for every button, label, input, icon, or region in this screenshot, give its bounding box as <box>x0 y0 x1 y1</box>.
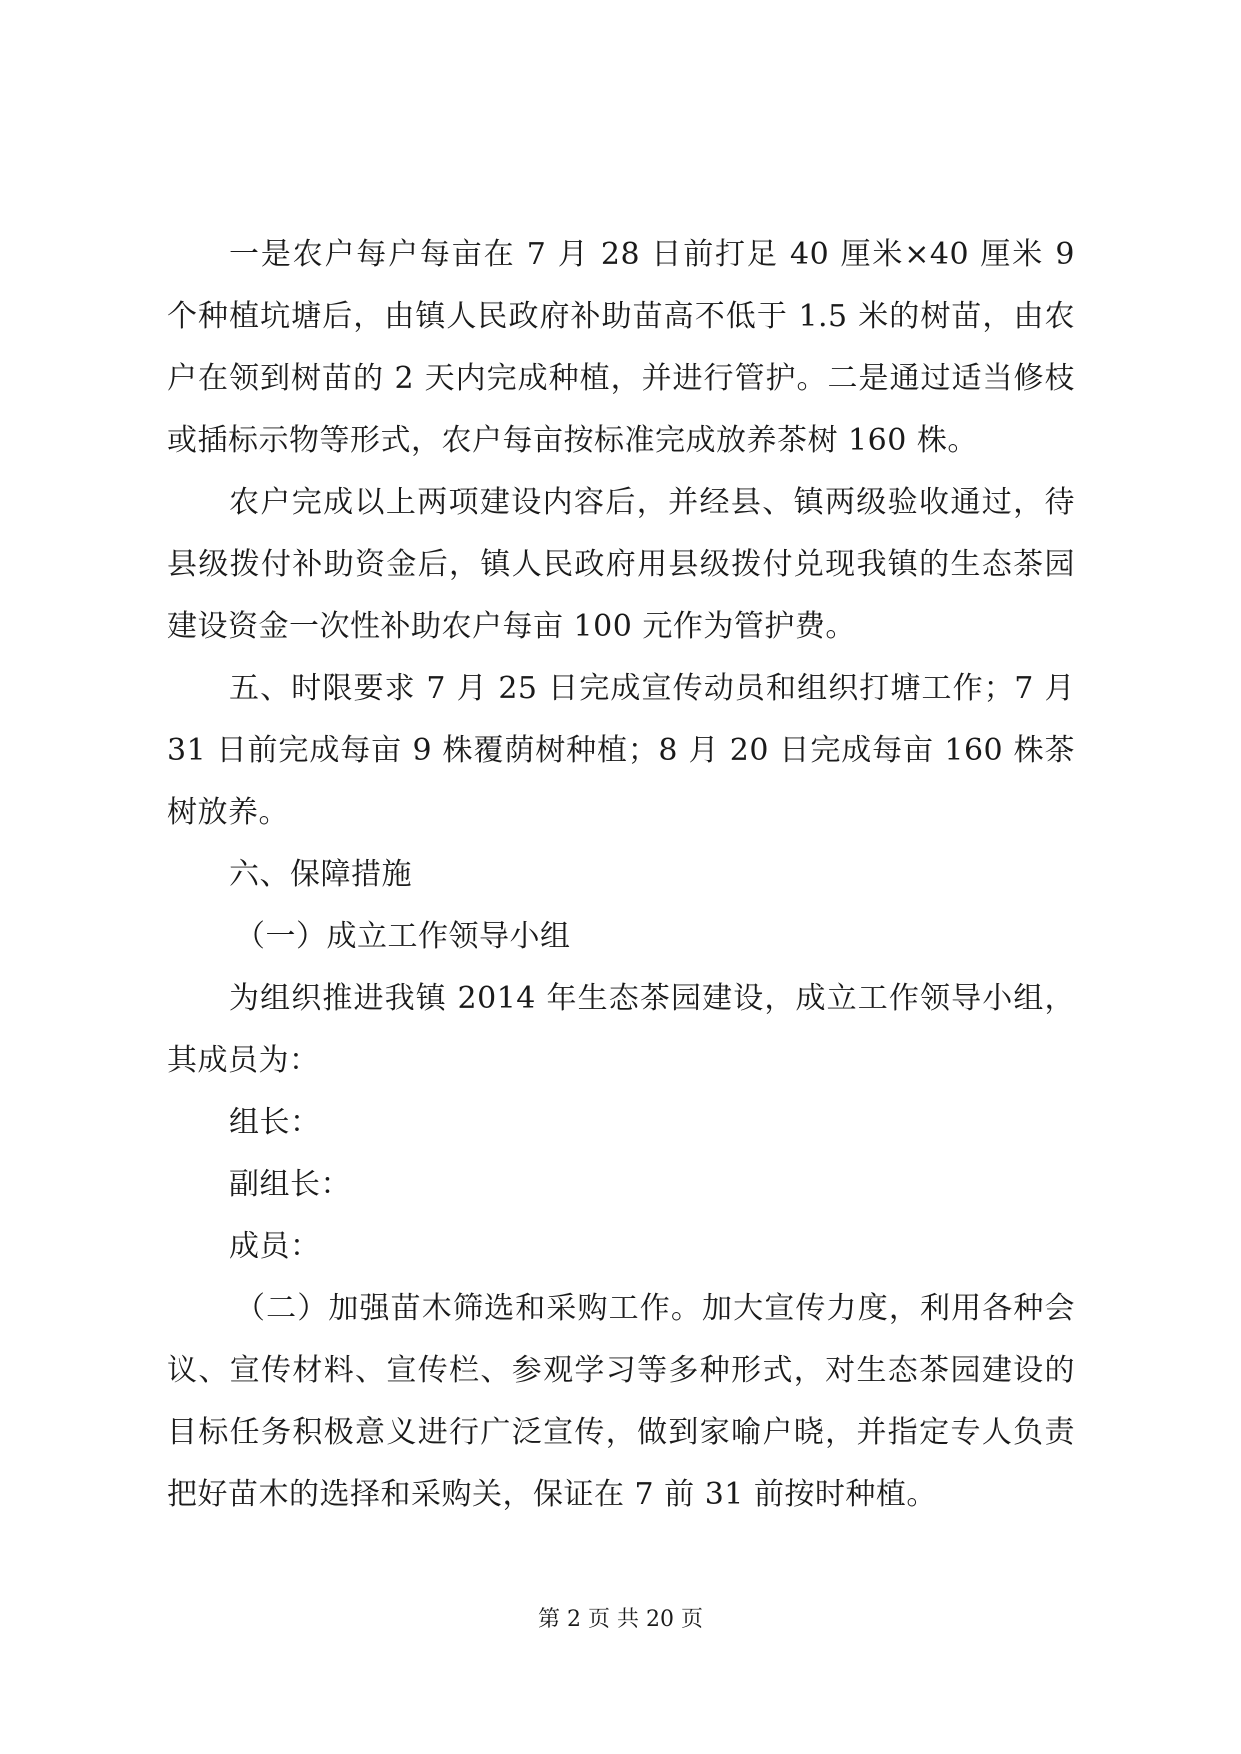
paragraph-time-limits: 五、时限要求 7 月 25 日完成宣传动员和组织打塘工作；7 月 31 日前完成每亩 9 株覆荫树种植；8 月 20 日完成每亩 160 株茶树放养。 <box>167 671 1075 830</box>
paragraph-leadership-group: 为组织推进我镇 2014 年生态茶园建设，成立工作领导小组，其成员为： <box>167 981 1075 1078</box>
paragraph-subsidy: 农户完成以上两项建设内容后，并经县、镇两级验收通过，待县级拨付补助资金后，镇人民政府用县级拨付兑现我镇的生态茶园建设资金一次性补助农户每亩 100 元作为管护费。 <box>167 485 1075 644</box>
section-heading-safeguards: 六、保障措施 <box>229 857 412 892</box>
document-body <box>167 224 1075 1526</box>
paragraph-seedling-procurement: （二）加强苗木筛选和采购工作。加大宣传力度，利用各种会议、宣传材料、宣传栏、参观学习等多种形式，对生态茶园建设的目标任务积极意义进行广泛宣传，做到家喻户晓，并指定专人负责把好苗木的选择和采购关，保证在 7 前 31 前按时种植。 <box>167 1291 1075 1512</box>
subheading-leadership-group: （一）成立工作领导小组 <box>235 919 571 954</box>
line-group-leader: 组长： <box>229 1105 321 1140</box>
page-number-footer: 第 2 页 共 20 页 <box>538 1607 703 1632</box>
line-members: 成员： <box>229 1229 321 1264</box>
paragraph-planting-requirements: 一是农户每户每亩在 7 月 28 日前打足 40 厘米×40 厘米 9 个种植坑塘后，由镇人民政府补助苗高不低于 1.5 米的树苗，由农户在领到树苗的 2 天内完成种植，并进行管护。二是通过适当修枝或插标示物等形式，农户每亩按标准完成放养茶树 160 株。 <box>167 237 1075 458</box>
line-deputy-group-leader: 副组长： <box>229 1167 351 1202</box>
